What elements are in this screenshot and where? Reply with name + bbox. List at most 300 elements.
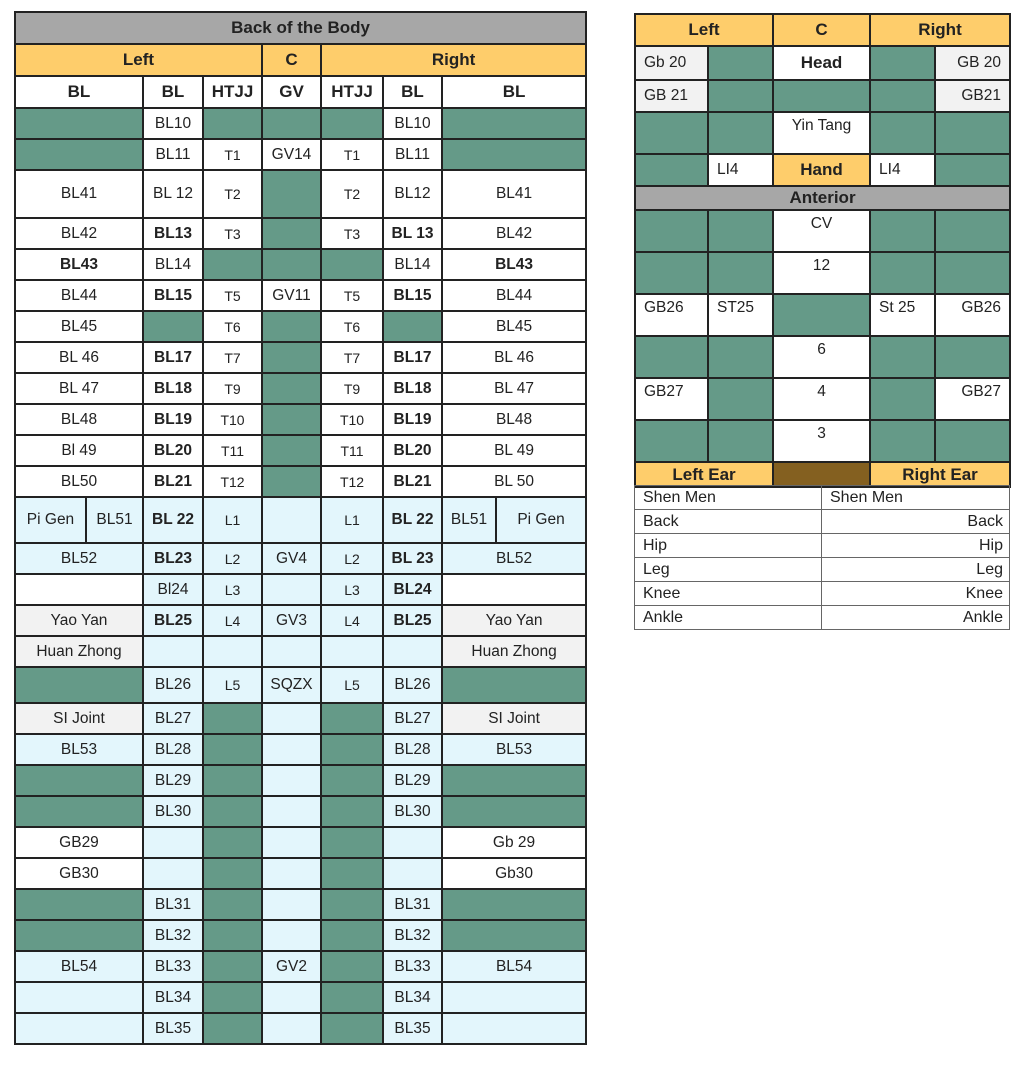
ear-divider [773, 462, 870, 487]
cell: BL29 [143, 765, 203, 796]
cell: GB30 [15, 858, 143, 889]
empty-cell [203, 734, 262, 765]
cell: T10 [321, 404, 383, 435]
table-row [15, 249, 586, 280]
group-left: Left [15, 44, 262, 76]
empty-cell [321, 889, 383, 920]
table-row [15, 404, 586, 435]
cell: BL14 [383, 249, 442, 280]
cell: BL 49 [442, 435, 586, 466]
cell: GB 21 [635, 80, 708, 112]
table-row [15, 765, 586, 796]
cell: T2 [203, 170, 262, 218]
empty-cell [262, 497, 321, 543]
empty-cell [870, 378, 935, 420]
empty-cell [321, 951, 383, 982]
cell: BL31 [143, 889, 203, 920]
cell: BL28 [143, 734, 203, 765]
empty-cell [262, 765, 321, 796]
empty-cell [708, 112, 773, 154]
empty-cell [203, 796, 262, 827]
empty-cell [203, 889, 262, 920]
header-right: Right [870, 14, 1010, 46]
cell: T1 [321, 139, 383, 170]
cell: BL13 [143, 218, 203, 249]
empty-cell [321, 765, 383, 796]
empty-cell [15, 574, 143, 605]
empty-cell [15, 920, 143, 951]
empty-cell [262, 170, 321, 218]
empty-cell [262, 982, 321, 1013]
empty-cell [870, 80, 935, 112]
empty-cell [262, 703, 321, 734]
empty-cell [262, 920, 321, 951]
empty-cell [442, 139, 586, 170]
cell: BL31 [383, 889, 442, 920]
table-row [635, 80, 1010, 112]
table-row [15, 734, 586, 765]
table-row [15, 827, 586, 858]
cell: L5 [321, 667, 383, 703]
empty-cell [442, 1013, 586, 1044]
column-header: BL [383, 76, 442, 108]
empty-cell [321, 982, 383, 1013]
left-ear-point: Back [635, 510, 822, 534]
empty-cell [383, 311, 442, 342]
hand-label: Hand [773, 154, 870, 186]
cell: GV2 [262, 951, 321, 982]
cell: BL50 [15, 466, 143, 497]
cell: GB21 [935, 80, 1010, 112]
cell: BL35 [143, 1013, 203, 1044]
cell: L5 [203, 667, 262, 703]
empty-cell [15, 108, 143, 139]
cell: L2 [203, 543, 262, 574]
cell: BL12 [383, 170, 442, 218]
empty-cell [870, 336, 935, 378]
cell: BL34 [383, 982, 442, 1013]
cell: 12 [773, 252, 870, 294]
cell: BL33 [383, 951, 442, 982]
table-row [635, 378, 1010, 420]
cell: Gb30 [442, 858, 586, 889]
cell: BL34 [143, 982, 203, 1013]
cell: BL43 [15, 249, 143, 280]
cell: BL33 [143, 951, 203, 982]
empty-cell [442, 574, 586, 605]
table-row [15, 636, 586, 667]
cell: BL51 [442, 497, 496, 543]
cell: BL41 [442, 170, 586, 218]
cell: L4 [203, 605, 262, 636]
cell: BL51 [86, 497, 143, 543]
left-ear-point: Leg [635, 558, 822, 582]
cell: Huan Zhong [442, 636, 586, 667]
empty-cell [442, 920, 586, 951]
cell: L1 [203, 497, 262, 543]
empty-cell [203, 951, 262, 982]
cell: BL53 [15, 734, 143, 765]
empty-cell [262, 796, 321, 827]
empty-cell [15, 139, 143, 170]
empty-cell [870, 112, 935, 154]
empty-cell [635, 336, 708, 378]
table-row [15, 1013, 586, 1044]
cell: SI Joint [15, 703, 143, 734]
cell: BL 12 [143, 170, 203, 218]
cell: BL35 [383, 1013, 442, 1044]
cell: Pi Gen [496, 497, 586, 543]
empty-cell [321, 1013, 383, 1044]
cell: T5 [321, 280, 383, 311]
anterior-title: Anterior [635, 186, 1010, 210]
cell: T11 [203, 435, 262, 466]
cell: BL23 [143, 543, 203, 574]
empty-cell [203, 108, 262, 139]
empty-cell [143, 827, 203, 858]
cell: BL53 [442, 734, 586, 765]
group-right: Right [321, 44, 586, 76]
cell: BL26 [143, 667, 203, 703]
cell: BL54 [442, 951, 586, 982]
ear-points-table [634, 485, 1010, 630]
table-row [635, 46, 1010, 80]
cell: BL 23 [383, 543, 442, 574]
cell: St 25 [870, 294, 935, 336]
cell: LI4 [870, 154, 935, 186]
cell: T11 [321, 435, 383, 466]
cell: L3 [203, 574, 262, 605]
empty-cell [143, 311, 203, 342]
cell: Bl 49 [15, 435, 143, 466]
table-row [15, 342, 586, 373]
empty-cell [15, 889, 143, 920]
empty-cell [870, 210, 935, 252]
right-ear-point: Hip [822, 534, 1010, 558]
cell: BL11 [143, 139, 203, 170]
cell: Gb 29 [442, 827, 586, 858]
table-row [15, 170, 586, 218]
empty-cell [708, 46, 773, 80]
table-title: Back of the Body [15, 12, 586, 44]
empty-cell [383, 636, 442, 667]
cell: BL 47 [15, 373, 143, 404]
cell: BL52 [15, 543, 143, 574]
cell: T7 [321, 342, 383, 373]
cell: 6 [773, 336, 870, 378]
cell: BL25 [143, 605, 203, 636]
cell: BL30 [383, 796, 442, 827]
cell: T9 [321, 373, 383, 404]
empty-cell [15, 1013, 143, 1044]
empty-cell [708, 252, 773, 294]
cell: BL21 [383, 466, 442, 497]
empty-cell [442, 108, 586, 139]
cell: GB27 [635, 378, 708, 420]
right-ear-point: Back [822, 510, 1010, 534]
empty-cell [203, 920, 262, 951]
cell: BL17 [143, 342, 203, 373]
header-center: C [773, 14, 870, 46]
cell: BL15 [383, 280, 442, 311]
empty-cell [321, 796, 383, 827]
empty-cell [262, 858, 321, 889]
left-ear-header: Left Ear [635, 462, 773, 487]
table-row [15, 139, 586, 170]
empty-cell [708, 378, 773, 420]
empty-cell [262, 636, 321, 667]
empty-cell [262, 827, 321, 858]
table-row [15, 497, 586, 543]
empty-cell [262, 435, 321, 466]
table-row [15, 108, 586, 139]
table-row [15, 218, 586, 249]
cell: BL28 [383, 734, 442, 765]
cell: BL30 [143, 796, 203, 827]
cell: T2 [321, 170, 383, 218]
cell: T5 [203, 280, 262, 311]
table-row [635, 294, 1010, 336]
empty-cell [708, 336, 773, 378]
empty-cell [635, 112, 708, 154]
column-header: BL [442, 76, 586, 108]
left-ear-point: Hip [635, 534, 822, 558]
cell: BL 22 [383, 497, 442, 543]
cell: T1 [203, 139, 262, 170]
cell: ST25 [708, 294, 773, 336]
cell: BL19 [143, 404, 203, 435]
right-ear-header: Right Ear [870, 462, 1010, 487]
empty-cell [203, 765, 262, 796]
cell: L1 [321, 497, 383, 543]
empty-cell [262, 108, 321, 139]
empty-cell [203, 249, 262, 280]
cell: BL32 [383, 920, 442, 951]
right-ear-point: Knee [822, 582, 1010, 606]
table-row [15, 435, 586, 466]
empty-cell [15, 982, 143, 1013]
column-header: GV [262, 76, 321, 108]
table-row [635, 210, 1010, 252]
cell: BL17 [383, 342, 442, 373]
empty-cell [870, 46, 935, 80]
table-row [15, 373, 586, 404]
cell: BL44 [442, 280, 586, 311]
header-left: Left [635, 14, 773, 46]
empty-cell [143, 636, 203, 667]
column-header: HTJJ [321, 76, 383, 108]
cell: BL41 [15, 170, 143, 218]
empty-cell [321, 249, 383, 280]
table-row [635, 582, 1010, 606]
cell: T12 [203, 466, 262, 497]
cell: BL26 [383, 667, 442, 703]
cell: BL27 [383, 703, 442, 734]
empty-cell [935, 210, 1010, 252]
table-row [15, 466, 586, 497]
table-row [635, 112, 1010, 154]
empty-cell [203, 982, 262, 1013]
empty-cell [635, 210, 708, 252]
empty-cell [15, 667, 143, 703]
cell: GB27 [935, 378, 1010, 420]
cell: Pi Gen [15, 497, 86, 543]
table-row [15, 951, 586, 982]
empty-cell [442, 667, 586, 703]
empty-cell [442, 889, 586, 920]
cell: Yao Yan [15, 605, 143, 636]
cell: BL 46 [442, 342, 586, 373]
cell: Huan Zhong [15, 636, 143, 667]
cell: BL48 [15, 404, 143, 435]
empty-cell [321, 636, 383, 667]
table-row [635, 534, 1010, 558]
table-row [635, 558, 1010, 582]
cell: T6 [321, 311, 383, 342]
cell: LI4 [708, 154, 773, 186]
cell: L3 [321, 574, 383, 605]
cell: T3 [203, 218, 262, 249]
cell: BL20 [383, 435, 442, 466]
table-row [635, 420, 1010, 462]
cell: BL18 [383, 373, 442, 404]
cell: BL42 [442, 218, 586, 249]
empty-cell [203, 858, 262, 889]
empty-cell [870, 252, 935, 294]
cell: BL 13 [383, 218, 442, 249]
cell: Gb 20 [635, 46, 708, 80]
cell: BL42 [15, 218, 143, 249]
cell: BL11 [383, 139, 442, 170]
cell: Yin Tang [773, 112, 870, 154]
table-row [15, 280, 586, 311]
cell: BL45 [442, 311, 586, 342]
empty-cell [635, 252, 708, 294]
empty-cell [262, 218, 321, 249]
right-ear-point: Shen Men [822, 486, 1010, 510]
cell: BL54 [15, 951, 143, 982]
cell: 3 [773, 420, 870, 462]
empty-cell [262, 404, 321, 435]
table-row [635, 336, 1010, 378]
cell: Yao Yan [442, 605, 586, 636]
cell: T7 [203, 342, 262, 373]
cell: BL10 [383, 108, 442, 139]
cell: BL 22 [143, 497, 203, 543]
column-header: HTJJ [203, 76, 262, 108]
empty-cell [383, 858, 442, 889]
cell: T10 [203, 404, 262, 435]
cell: L4 [321, 605, 383, 636]
empty-cell [262, 249, 321, 280]
empty-cell [321, 108, 383, 139]
cell: SQZX [262, 667, 321, 703]
table-row [635, 606, 1010, 630]
empty-cell [935, 112, 1010, 154]
cell: GV3 [262, 605, 321, 636]
left-ear-point: Ankle [635, 606, 822, 630]
cell: GB26 [635, 294, 708, 336]
table-row [635, 510, 1010, 534]
empty-cell [321, 734, 383, 765]
table-row [15, 667, 586, 703]
table-row [15, 574, 586, 605]
cell: BL 46 [15, 342, 143, 373]
cell: BL21 [143, 466, 203, 497]
head-anterior-table [634, 13, 1011, 488]
empty-cell [442, 982, 586, 1013]
table-row [15, 703, 586, 734]
cell: T3 [321, 218, 383, 249]
empty-cell [442, 796, 586, 827]
table-row [15, 920, 586, 951]
empty-cell [708, 420, 773, 462]
cell: GV11 [262, 280, 321, 311]
cell: T12 [321, 466, 383, 497]
cell: CV [773, 210, 870, 252]
cell: GV14 [262, 139, 321, 170]
cell: SI Joint [442, 703, 586, 734]
cell: BL19 [383, 404, 442, 435]
empty-cell [708, 210, 773, 252]
empty-cell [262, 574, 321, 605]
cell: BL27 [143, 703, 203, 734]
empty-cell [15, 796, 143, 827]
right-ear-point: Leg [822, 558, 1010, 582]
cell: BL48 [442, 404, 586, 435]
table-row [15, 543, 586, 574]
cell: BL52 [442, 543, 586, 574]
column-header: BL [15, 76, 143, 108]
empty-cell [321, 858, 383, 889]
right-ear-point: Ankle [822, 606, 1010, 630]
empty-cell [203, 827, 262, 858]
cell: BL15 [143, 280, 203, 311]
table-row [635, 252, 1010, 294]
table-row [15, 796, 586, 827]
cell: BL45 [15, 311, 143, 342]
empty-cell [262, 1013, 321, 1044]
cell: BL 50 [442, 466, 586, 497]
cell: BL10 [143, 108, 203, 139]
empty-cell [15, 765, 143, 796]
empty-cell [262, 342, 321, 373]
empty-cell [635, 420, 708, 462]
cell: 4 [773, 378, 870, 420]
empty-cell [321, 920, 383, 951]
empty-cell [773, 80, 870, 112]
empty-cell [935, 252, 1010, 294]
group-center: C [262, 44, 321, 76]
empty-cell [935, 154, 1010, 186]
empty-cell [708, 80, 773, 112]
column-header: BL [143, 76, 203, 108]
table-row [635, 154, 1010, 186]
table-row [15, 858, 586, 889]
empty-cell [635, 154, 708, 186]
cell: GV4 [262, 543, 321, 574]
empty-cell [262, 466, 321, 497]
cell: BL44 [15, 280, 143, 311]
cell: BL32 [143, 920, 203, 951]
cell: GB26 [935, 294, 1010, 336]
back-of-body-table [14, 11, 587, 1045]
empty-cell [262, 889, 321, 920]
cell: T6 [203, 311, 262, 342]
cell: BL 47 [442, 373, 586, 404]
empty-cell [203, 703, 262, 734]
empty-cell [442, 765, 586, 796]
